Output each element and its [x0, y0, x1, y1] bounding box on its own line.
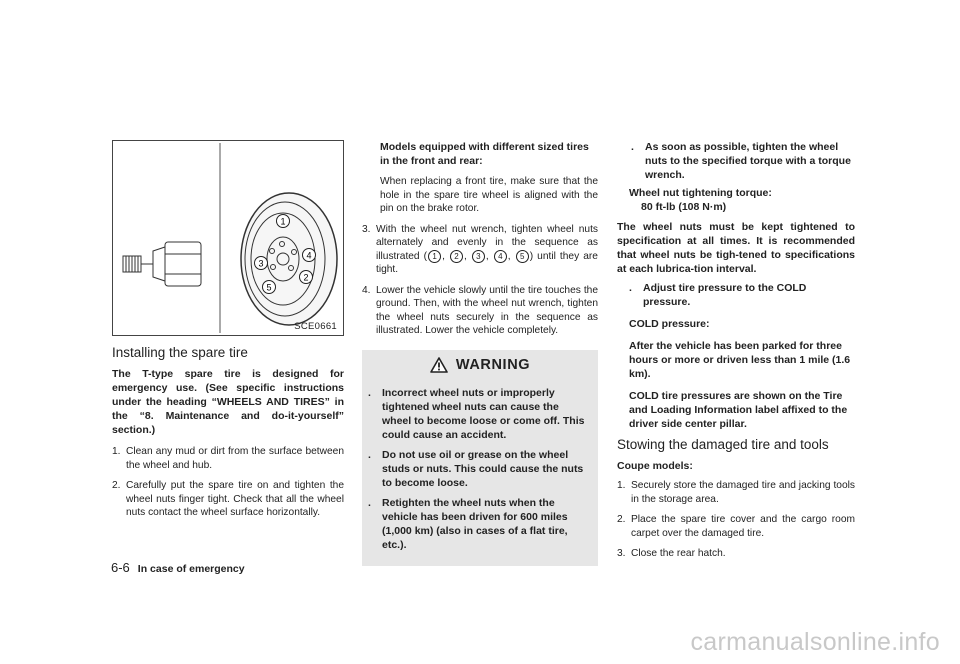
warning-item [368, 496, 590, 552]
wheel-illustration [113, 141, 343, 335]
column-right [617, 140, 855, 568]
step-number: 2. [617, 514, 626, 525]
svg-text:4: 4 [306, 250, 312, 261]
warning-triangle-icon [430, 357, 448, 373]
step-number: 3. [617, 548, 626, 559]
cold-pressure-label-text: COLD tire pressures are shown on the Tire and Loading Information label affixed to the driver side center pillar. [629, 390, 848, 430]
step-text: With the wheel nut wrench, tighten wheel nuts alternately and evenly in the sequence as illustrated ( [376, 223, 598, 262]
bullet-text: Adjust tire pressure to the COLD pressure. [643, 282, 807, 308]
footer-section-name: In case of emergency [137, 563, 245, 575]
sequence-3-marker: 3 [472, 250, 485, 263]
column-middle [362, 140, 598, 566]
stow-step-2 [617, 513, 855, 540]
step-number: 1. [617, 480, 626, 491]
sequence-2-marker: 2 [450, 250, 463, 263]
column-left [112, 140, 344, 527]
step-text: Clean any mud or dirt from the surface between the wheel and hub. [126, 446, 344, 471]
step-text-end: ) until they are tight. [376, 250, 598, 276]
wheel-nut-figure [112, 140, 344, 336]
bullet-cold-pressure [617, 281, 855, 309]
page-number: 6-6 [111, 560, 130, 575]
step-text: Carefully put the spare tire on and tighten the wheel nuts finger tight. Check that all the wheel nuts contact the wheel surface horizontally. [126, 480, 344, 518]
intro-text: The T-type spare tire is designed for emergency use. (See specific instructions under the heading “WHEELS AND TIRES” in the “8. Maintenance and do-it-yourself” section.) [112, 368, 344, 436]
bullet: . [629, 282, 632, 294]
warning-box [362, 350, 598, 566]
warning-title: WARNING [455, 356, 531, 373]
sequence-4-marker: 4 [494, 250, 507, 263]
coupe-heading: Coupe models: [617, 460, 693, 472]
page-footer [111, 560, 245, 575]
tightened-spec-text: The wheel nuts must be kept tightened to specification at all times. It is recommended that wheel nuts be tigh-tened to specifications at each lubrica-tion interval. [617, 221, 855, 275]
svg-text:2: 2 [303, 272, 309, 283]
step-text: Place the spare tire cover and the cargo room carpet over the damaged tire. [631, 514, 855, 539]
watermark-text: carmanualsonline.info [690, 628, 940, 656]
step-text: Securely store the damaged tire and jacking tools in the storage area. [631, 480, 855, 505]
section-title-installing: Installing the spare tire [112, 345, 248, 360]
models-text: When replacing a front tire, make sure that the hole in the spare tire wheel is aligned with the pin on the brake rotor. [380, 176, 598, 214]
section-title-stowing: Stowing the damaged tire and tools [617, 437, 829, 452]
step-text: Lower the vehicle slowly until the tire touches the ground. Then, with the wheel nut wrench, tighten the wheel nuts securely in the sequence as illustrated. Lower the vehicle completely. [376, 284, 598, 337]
step-3: 3. With the wheel nut wrench, tighten wheel nuts alternately and evenly in the sequence as illustrated ( 1 , 2 , 3 , 4 , 5 ) until they are tight. [362, 223, 598, 276]
step-text: Close the rear hatch. [631, 548, 726, 559]
warning-text: Retighten the wheel nuts when the vehicle has been driven for 600 miles (1,000 km) (also in cases of a flat tire, etc.). [382, 496, 568, 551]
bullet-text: As soon as possible, tighten the wheel nuts to the specified torque with a torque wrench. [645, 141, 851, 181]
svg-text:1: 1 [280, 216, 286, 227]
sequence-1-marker: 1 [428, 250, 441, 263]
sequence-5-marker: 5 [516, 250, 529, 263]
models-heading: Models equipped with different sized tires in the front and rear: [380, 141, 589, 167]
warning-item [368, 448, 590, 490]
torque-value: 80 ft-lb (108 N·m) [641, 201, 727, 213]
bullet: . [368, 386, 371, 399]
bullet: . [631, 141, 634, 153]
bullet: . [368, 448, 371, 461]
warning-list [362, 380, 598, 552]
torque-heading: Wheel nut tightening torque: [629, 187, 772, 199]
warning-text: Incorrect wheel nuts or improperly tightened wheel nuts can cause the wheel to become loose or come off. This could cause an accident. [382, 386, 585, 441]
cold-pressure-text: After the vehicle has been parked for three hours or more or driven less than 1 mile (1.6 km). [629, 340, 851, 380]
stow-step-1 [617, 479, 855, 506]
svg-text:3: 3 [258, 258, 264, 269]
cold-pressure-heading: COLD pressure: [629, 318, 710, 330]
step-number: 1. [112, 446, 121, 457]
step-4 [362, 284, 598, 338]
bullet: . [368, 496, 371, 509]
step-number: 2. [112, 480, 121, 491]
step-2 [112, 479, 344, 520]
bullet-tighten-torque [617, 140, 855, 182]
step-1 [112, 445, 344, 472]
step-number: 4. [362, 284, 371, 296]
warning-text: Do not use oil or grease on the wheel studs or nuts. This could cause the nuts to become loose. [382, 448, 584, 489]
warning-item [368, 386, 590, 442]
stow-step-3 [617, 547, 855, 561]
wheel-nut-drawing [153, 242, 201, 286]
svg-text:5: 5 [266, 282, 272, 293]
figure-code: SCE0661 [294, 321, 337, 332]
warning-header [362, 350, 598, 380]
step-number: 3. [362, 223, 371, 235]
